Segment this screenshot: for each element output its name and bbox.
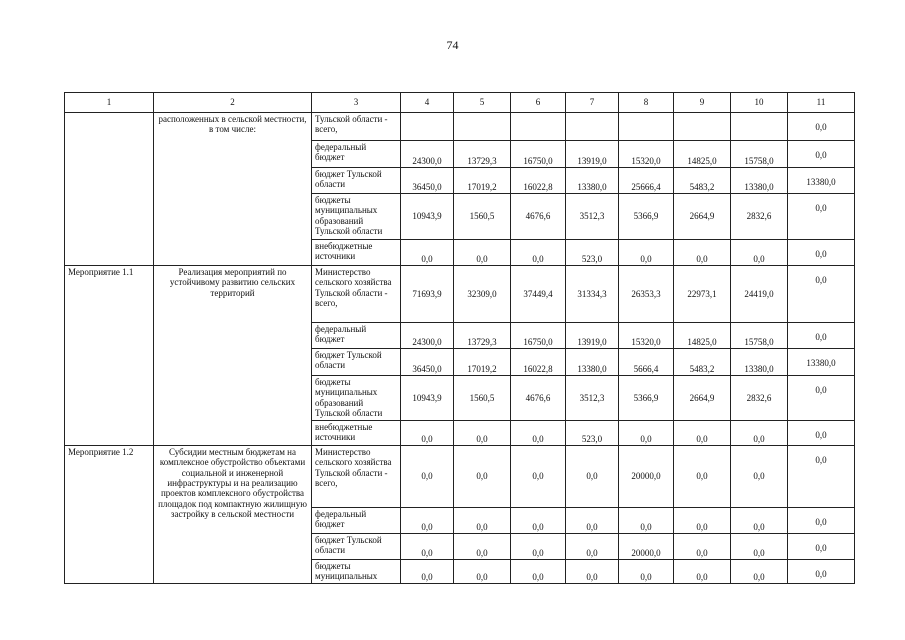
funding-source-cell: бюджеты муниципальных образований Тульской области — [312, 194, 401, 240]
table-row — [65, 266, 855, 323]
value-cell: 24300,0 — [401, 323, 454, 349]
column-header: 4 — [401, 93, 454, 113]
funding-source-cell: внебюджетные источники — [312, 421, 401, 446]
value-cell: 32309,0 — [454, 266, 511, 323]
value-cell: 0,0 — [454, 446, 511, 508]
value-cell: 0,0 — [674, 421, 731, 446]
value-cell: 0,0 — [401, 240, 454, 266]
value-cell: 0,0 — [401, 446, 454, 508]
value-cell: 0,0 — [511, 534, 566, 560]
value-cell: 5366,9 — [619, 376, 674, 421]
value-cell: 13729,3 — [454, 323, 511, 349]
value-cell: 0,0 — [674, 534, 731, 560]
value-cell — [619, 113, 674, 141]
value-cell: 15758,0 — [731, 323, 788, 349]
value-cell: 36450,0 — [401, 168, 454, 194]
budget-table — [64, 92, 855, 584]
value-cell — [401, 113, 454, 141]
value-cell: 0,0 — [788, 240, 855, 266]
value-cell: 0,0 — [454, 240, 511, 266]
description-cell: Субсидии местным бюджетам на комплексное обустройство объектами социальной и инженерной инфраструктуры и на реализацию проектов комплексного обустройства площадок под компактную жилищную застройку в сельской местности — [154, 446, 312, 584]
value-cell: 13380,0 — [731, 168, 788, 194]
funding-source-cell: бюджет Тульской области — [312, 534, 401, 560]
column-header: 2 — [154, 93, 312, 113]
value-cell: 0,0 — [401, 421, 454, 446]
value-cell: 0,0 — [731, 240, 788, 266]
value-cell: 0,0 — [511, 421, 566, 446]
value-cell: 5366,9 — [619, 194, 674, 240]
value-cell: 2664,9 — [674, 376, 731, 421]
page-number: 74 — [446, 38, 459, 52]
value-cell: 14825,0 — [674, 141, 731, 168]
value-cell: 17019,2 — [454, 349, 511, 376]
column-header: 8 — [619, 93, 674, 113]
funding-source-cell: Министерство сельского хозяйства Тульской области - всего, — [312, 446, 401, 508]
column-header: 11 — [788, 93, 855, 113]
funding-source-cell: федеральный бюджет — [312, 323, 401, 349]
value-cell — [731, 113, 788, 141]
column-header: 1 — [65, 93, 154, 113]
value-cell: 26353,3 — [619, 266, 674, 323]
value-cell — [566, 113, 619, 141]
value-cell: 3512,3 — [566, 376, 619, 421]
funding-source-cell: федеральный бюджет — [312, 141, 401, 168]
value-cell: 0,0 — [619, 508, 674, 534]
value-cell: 37449,4 — [511, 266, 566, 323]
value-cell: 13729,3 — [454, 141, 511, 168]
value-cell: 10943,9 — [401, 194, 454, 240]
value-cell: 0,0 — [788, 323, 855, 349]
value-cell: 13380,0 — [788, 168, 855, 194]
value-cell — [674, 113, 731, 141]
value-cell: 16750,0 — [511, 141, 566, 168]
value-cell: 1560,5 — [454, 376, 511, 421]
column-header: 6 — [511, 93, 566, 113]
value-cell: 15320,0 — [619, 323, 674, 349]
value-cell: 13919,0 — [566, 323, 619, 349]
value-cell: 0,0 — [401, 508, 454, 534]
value-cell: 1560,5 — [454, 194, 511, 240]
value-cell: 0,0 — [454, 508, 511, 534]
funding-source-cell: внебюджетные источники — [312, 240, 401, 266]
value-cell: 36450,0 — [401, 349, 454, 376]
value-cell: 0,0 — [511, 508, 566, 534]
value-cell: 14825,0 — [674, 323, 731, 349]
header-row — [65, 93, 855, 113]
column-header: 7 — [566, 93, 619, 113]
value-cell: 0,0 — [731, 534, 788, 560]
value-cell: 0,0 — [454, 534, 511, 560]
value-cell: 31334,3 — [566, 266, 619, 323]
value-cell: 0,0 — [566, 560, 619, 584]
value-cell — [454, 113, 511, 141]
value-cell: 0,0 — [731, 446, 788, 508]
value-cell: 20000,0 — [619, 534, 674, 560]
value-cell: 0,0 — [401, 560, 454, 584]
value-cell: 13380,0 — [788, 349, 855, 376]
value-cell: 0,0 — [788, 266, 855, 323]
value-cell: 0,0 — [401, 534, 454, 560]
value-cell: 0,0 — [788, 534, 855, 560]
value-cell: 2832,6 — [731, 376, 788, 421]
value-cell: 0,0 — [511, 560, 566, 584]
value-cell: 13919,0 — [566, 141, 619, 168]
value-cell: 13380,0 — [731, 349, 788, 376]
value-cell: 0,0 — [674, 560, 731, 584]
value-cell: 5483,2 — [674, 168, 731, 194]
value-cell: 10943,9 — [401, 376, 454, 421]
value-cell: 71693,9 — [401, 266, 454, 323]
value-cell: 0,0 — [674, 446, 731, 508]
value-cell: 0,0 — [788, 113, 855, 141]
value-cell: 0,0 — [454, 560, 511, 584]
value-cell: 2832,6 — [731, 194, 788, 240]
funding-source-cell: бюджеты муниципальных образований Тульской области — [312, 376, 401, 421]
value-cell — [511, 113, 566, 141]
value-cell: 4676,6 — [511, 194, 566, 240]
value-cell: 0,0 — [619, 240, 674, 266]
value-cell: 0,0 — [619, 421, 674, 446]
column-header: 10 — [731, 93, 788, 113]
value-cell: 5483,2 — [674, 349, 731, 376]
value-cell: 0,0 — [731, 421, 788, 446]
value-cell: 523,0 — [566, 421, 619, 446]
value-cell: 13380,0 — [566, 168, 619, 194]
value-cell: 16022,8 — [511, 168, 566, 194]
value-cell: 0,0 — [731, 508, 788, 534]
value-cell: 0,0 — [674, 240, 731, 266]
value-cell: 0,0 — [731, 560, 788, 584]
value-cell: 2664,9 — [674, 194, 731, 240]
value-cell: 0,0 — [566, 508, 619, 534]
value-cell: 3512,3 — [566, 194, 619, 240]
value-cell: 523,0 — [566, 240, 619, 266]
table-row — [65, 113, 855, 141]
value-cell: 0,0 — [788, 421, 855, 446]
value-cell: 4676,6 — [511, 376, 566, 421]
value-cell: 0,0 — [788, 194, 855, 240]
value-cell: 15758,0 — [731, 141, 788, 168]
value-cell: 0,0 — [619, 560, 674, 584]
funding-source-cell: федеральный бюджет — [312, 508, 401, 534]
value-cell: 15320,0 — [619, 141, 674, 168]
value-cell: 13380,0 — [566, 349, 619, 376]
value-cell: 5666,4 — [619, 349, 674, 376]
description-cell: расположенных в сельской местности, в том числе: — [154, 113, 312, 266]
value-cell: 0,0 — [566, 534, 619, 560]
table-row — [65, 446, 855, 508]
value-cell: 0,0 — [788, 560, 855, 584]
value-cell: 24300,0 — [401, 141, 454, 168]
event-cell — [65, 113, 154, 266]
value-cell: 0,0 — [788, 446, 855, 508]
value-cell: 0,0 — [674, 508, 731, 534]
value-cell: 17019,2 — [454, 168, 511, 194]
event-cell: Мероприятие 1.2 — [65, 446, 154, 584]
value-cell: 0,0 — [788, 141, 855, 168]
event-cell: Мероприятие 1.1 — [65, 266, 154, 446]
value-cell: 22973,1 — [674, 266, 731, 323]
funding-source-cell: Министерство сельского хозяйства Тульской области - всего, — [312, 266, 401, 323]
value-cell: 16022,8 — [511, 349, 566, 376]
funding-source-cell: бюджеты муниципальных — [312, 560, 401, 584]
value-cell: 0,0 — [788, 376, 855, 421]
funding-source-cell: бюджет Тульской области — [312, 168, 401, 194]
value-cell: 0,0 — [566, 446, 619, 508]
value-cell: 25666,4 — [619, 168, 674, 194]
column-header: 3 — [312, 93, 401, 113]
funding-source-cell: Тульской области - всего, — [312, 113, 401, 141]
value-cell: 16750,0 — [511, 323, 566, 349]
value-cell: 0,0 — [454, 421, 511, 446]
funding-source-cell: бюджет Тульской области — [312, 349, 401, 376]
column-header: 9 — [674, 93, 731, 113]
value-cell: 0,0 — [511, 240, 566, 266]
column-header: 5 — [454, 93, 511, 113]
description-cell: Реализация мероприятий по устойчивому развитию сельских территорий — [154, 266, 312, 446]
value-cell: 24419,0 — [731, 266, 788, 323]
value-cell: 0,0 — [511, 446, 566, 508]
value-cell: 20000,0 — [619, 446, 674, 508]
value-cell: 0,0 — [788, 508, 855, 534]
